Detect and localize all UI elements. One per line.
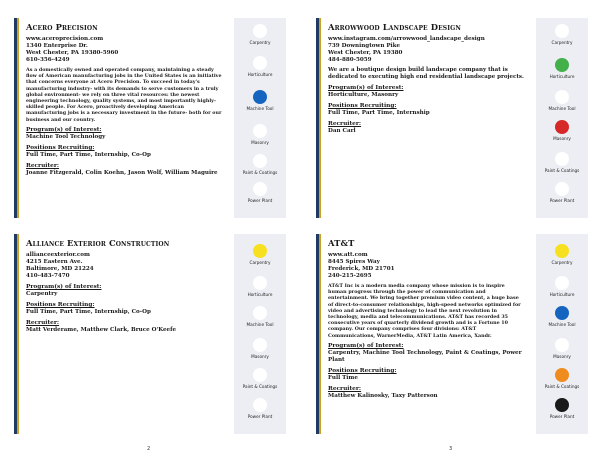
program-slot-label: Masonry	[553, 354, 571, 359]
program-slot-label: Horticulture	[247, 292, 273, 297]
program-slot-masonry	[234, 338, 286, 366]
program-dot	[555, 368, 569, 382]
recruiter-label: Recruiter:	[26, 162, 60, 169]
accent-bar-gold	[319, 18, 321, 218]
recruiter-value: Dan Carl	[328, 128, 356, 134]
program-slot-paint-coatings	[536, 368, 588, 396]
company-card-alliance	[14, 234, 286, 434]
program-slot-label: Machine Tool	[548, 322, 576, 327]
program-label: Program(s) of Interest:	[26, 126, 102, 133]
company-website[interactable]: www.att.com	[328, 252, 368, 258]
program-dot	[253, 90, 267, 104]
program-slot-carpentry	[536, 244, 588, 272]
program-slot-label: Power Plant	[549, 414, 575, 419]
program-dot	[555, 182, 569, 196]
program-slot-label: Machine Tool	[246, 322, 274, 327]
program-dot	[555, 58, 569, 72]
company-website[interactable]: www.instagram.com/arrowwood_landscape_design	[328, 36, 485, 42]
program-slot-label: Power Plant	[549, 198, 575, 203]
company-description: As a domestically owned and operated company, maintaining a steady flow of American manufacturing jobs in the United States is an initiative that concerns everyone at Acero Precision. To succeed in today's manufacturing industry- with its demands to serve customers in a truly global environment- we rely on three vital resources: the newest engineering technology, quality systems, and most importantly highly-skilled people. For Acero, proactively developing American manufacturing jobs is a necessary investment in the future- both for our business and our country.	[26, 67, 222, 123]
program-dot	[253, 154, 267, 168]
program-dot	[555, 276, 569, 290]
program-slot-carpentry	[536, 24, 588, 52]
program-dot	[253, 24, 267, 38]
program-slot-label: Paint & Coatings	[242, 170, 278, 175]
program-label: Program(s) of Interest:	[328, 85, 404, 91]
company-card-arrowwood	[316, 18, 588, 218]
program-slot-label: Horticulture	[549, 74, 575, 79]
program-slot-horticulture	[234, 56, 286, 84]
program-dot	[253, 338, 267, 352]
program-slot-label: Horticulture	[247, 72, 273, 77]
recruiter-label: Recruiter:	[26, 320, 60, 326]
program-slot-label: Power Plant	[247, 198, 273, 203]
program-slot-label: Masonry	[251, 140, 269, 145]
program-dot	[253, 306, 267, 320]
positions-label: Positions Recruiting:	[26, 302, 95, 308]
accent-bar-gold	[17, 234, 19, 434]
program-slot-label: Horticulture	[549, 292, 575, 297]
program-slot-label: Masonry	[251, 354, 269, 359]
program-dot	[555, 244, 569, 258]
program-slot-label: Paint & Coatings	[544, 168, 580, 173]
program-dot	[555, 338, 569, 352]
program-slot-carpentry	[234, 24, 286, 52]
company-name: Arrowwood Landscape Design	[328, 22, 461, 32]
program-slot-label: Carpentry	[551, 260, 573, 265]
program-slot-paint-coatings	[234, 368, 286, 396]
company-name: AT&T	[328, 238, 355, 248]
program-slot-horticulture	[234, 276, 286, 304]
company-name: Alliance Exterior Construction	[26, 238, 170, 248]
program-slot-masonry	[536, 120, 588, 148]
program-label: Program(s) of Interest:	[328, 342, 404, 349]
recruiter-label: Recruiter:	[328, 121, 362, 127]
program-slot-label: Machine Tool	[548, 106, 576, 111]
program-dot	[555, 152, 569, 166]
program-slot-horticulture	[536, 58, 588, 86]
company-phone: 240-215-2695	[328, 273, 372, 279]
company-phone: 410-483-7470	[26, 273, 70, 279]
program-label: Program(s) of Interest:	[26, 284, 102, 290]
recruiter-value: Matthew Kalinosky, Taxy Patterson	[328, 392, 438, 399]
company-address: 1340 Enterprise Dr.	[26, 43, 88, 49]
program-slot-machine-tool	[234, 306, 286, 334]
program-slot-label: Carpentry	[249, 40, 271, 45]
company-address: 739 Downingtown Pike	[328, 43, 401, 49]
program-slot-label: Carpentry	[551, 40, 573, 45]
program-slot-machine-tool	[536, 90, 588, 118]
program-slot-power-plant	[234, 398, 286, 426]
program-value: Carpentry	[26, 291, 58, 297]
positions-label: Positions Recruiting:	[328, 367, 397, 374]
program-slot-power-plant	[536, 182, 588, 210]
program-dot	[253, 276, 267, 290]
program-panel	[234, 18, 286, 218]
company-phone: 484-880-5059	[328, 57, 372, 63]
program-value: Horticulture, Masonry	[328, 92, 399, 98]
program-dot	[555, 398, 569, 412]
recruiter-label: Recruiter:	[328, 385, 362, 392]
company-description: AT&T Inc is a modern media company whose mission is to inspire human progress through the power of communication and entertainment. We bring together premium video content, a huge base of direct-to-consumer relationships, high-speed networks optimized for video and advertising technology to lead the next revolution in technology, media and telecommunications. AT&T has recorded 35 consecutive years of quarterly dividend growth and is a Fortune 10 company. Our company comprises four divisions: AT&T Communications, WarnerMedia, AT&T Latin America, Xandr.	[328, 283, 521, 339]
positions-value: Full Time, Part Time, Internship	[328, 110, 430, 116]
program-slot-label: Carpentry	[249, 260, 271, 265]
program-slot-label: Paint & Coatings	[242, 384, 278, 389]
company-website[interactable]: allianceexterior.com	[26, 252, 90, 258]
positions-label: Positions Recruiting:	[328, 103, 397, 109]
program-panel	[536, 234, 588, 434]
program-dot	[253, 398, 267, 412]
program-slot-masonry	[536, 338, 588, 366]
program-slot-horticulture	[536, 276, 588, 304]
program-slot-machine-tool	[536, 306, 588, 334]
company-name: Acero Precision	[26, 22, 98, 32]
program-panel	[536, 18, 588, 218]
recruiter-value: Matt Verderame, Matthew Clark, Bruce O'Keefe	[26, 327, 177, 333]
program-dot	[555, 120, 569, 134]
program-slot-label: Masonry	[553, 136, 571, 141]
program-dot	[555, 24, 569, 38]
program-dot	[253, 56, 267, 70]
company-address: 4215 Eastern Ave.	[26, 259, 83, 265]
program-slot-power-plant	[234, 182, 286, 210]
positions-value: Full Time	[328, 374, 358, 381]
company-card-acero	[14, 18, 286, 218]
accent-bar-gold	[319, 234, 321, 434]
positions-value: Full Time, Part Time, Internship, Co-Op	[26, 151, 151, 158]
program-dot	[253, 124, 267, 138]
accent-bar-gold	[17, 18, 19, 218]
page-number-right: 3	[449, 446, 453, 452]
program-slot-label: Power Plant	[247, 414, 273, 419]
program-dot	[253, 244, 267, 258]
company-city: Baltimore, MD 21224	[26, 266, 94, 272]
program-slot-paint-coatings	[536, 152, 588, 180]
program-dot	[555, 306, 569, 320]
company-city: West Chester, PA 19380	[328, 50, 403, 56]
positions-value: Full Time, Part Time, Internship, Co-Op	[26, 309, 151, 315]
company-phone: 610-356-4249	[26, 57, 70, 63]
program-dot	[253, 182, 267, 196]
company-description: We are a boutique design build landscape company that is dedicated to executing high end residential landscape projects.	[328, 67, 524, 80]
program-slot-power-plant	[536, 398, 588, 426]
program-value: Machine Tool Technology	[26, 133, 106, 140]
program-slot-paint-coatings	[234, 154, 286, 182]
company-website[interactable]: www.aceroprecision.com	[26, 36, 104, 42]
company-city: West Chester, PA 19380-5960	[26, 50, 119, 56]
program-dot	[555, 90, 569, 104]
program-dot	[253, 368, 267, 382]
page-number-left: 2	[147, 446, 151, 452]
program-panel	[234, 234, 286, 434]
program-slot-label: Machine Tool	[246, 106, 274, 111]
positions-label: Positions Recruiting:	[26, 144, 95, 151]
program-slot-machine-tool	[234, 90, 286, 118]
program-slot-masonry	[234, 124, 286, 152]
program-slot-label: Paint & Coatings	[544, 384, 580, 389]
program-value: Carpentry, Machine Tool Technology, Paint & Coatings, Power Plant	[328, 349, 522, 363]
recruiter-value: Joanne Fitzgerald, Colin Koehn, Jason Wolf, William Maguire	[26, 169, 218, 176]
company-address: 8445 Spires Way	[328, 259, 380, 265]
company-card-att	[316, 234, 588, 434]
program-slot-carpentry	[234, 244, 286, 272]
company-city: Frederick, MD 21701	[328, 266, 395, 272]
